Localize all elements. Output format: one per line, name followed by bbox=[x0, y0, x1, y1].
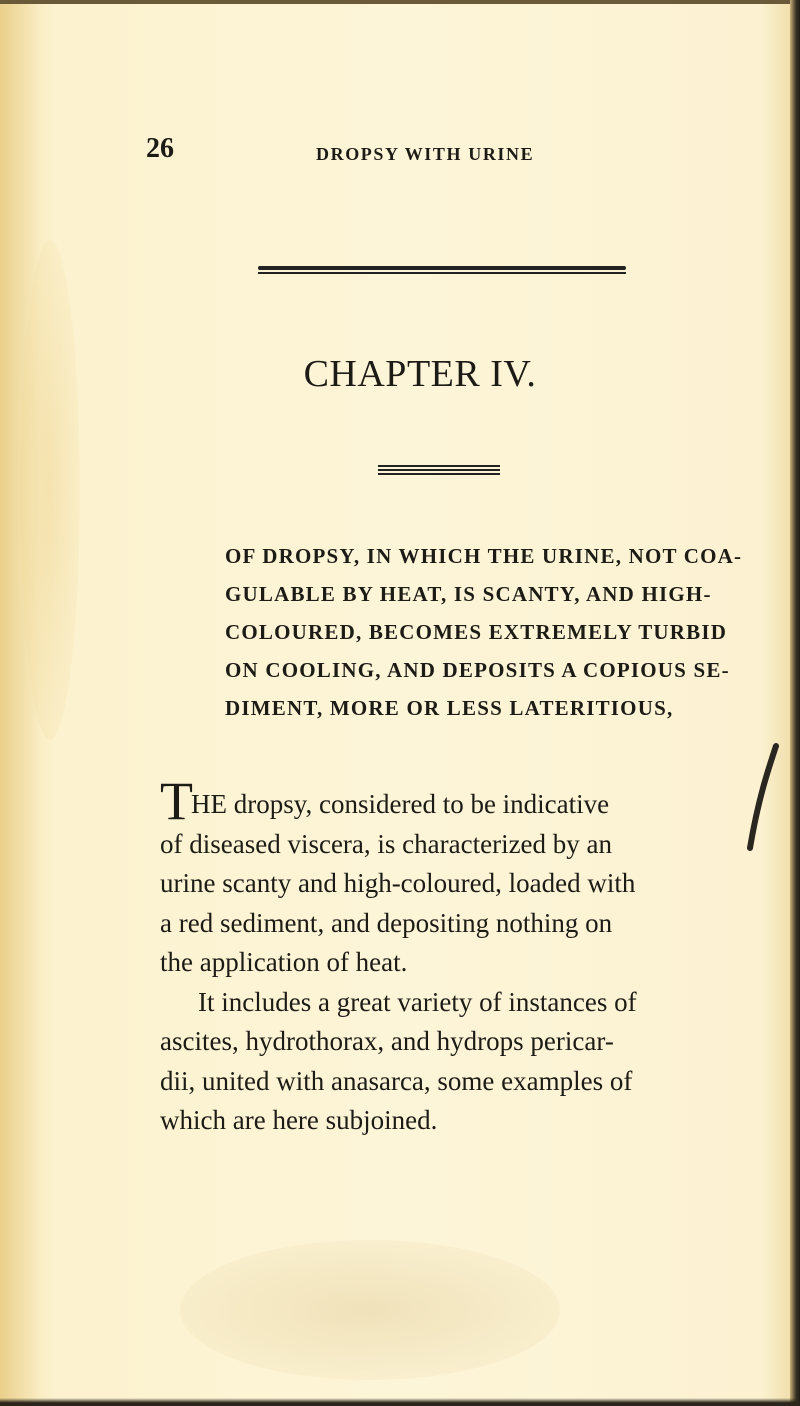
chapter-summary bbox=[225, 537, 743, 727]
running-head bbox=[146, 133, 706, 173]
paragraph-line: It includes a great variety of instances of bbox=[198, 986, 637, 1017]
body-text bbox=[160, 771, 740, 1141]
paragraph-line: of diseased viscera, is characterized by an bbox=[160, 828, 613, 859]
page-bottom-edge bbox=[0, 1398, 800, 1406]
paragraph-line: a red sediment, and depositing nothing on bbox=[160, 907, 613, 938]
first-line-text: HE dropsy, considered to be indicative bbox=[191, 789, 610, 819]
page-number: 26 bbox=[146, 133, 174, 164]
paragraph-line: the application of heat. bbox=[160, 947, 408, 977]
spine-shadow bbox=[0, 0, 40, 1406]
paper-stain bbox=[180, 1240, 560, 1380]
paragraph-line: ascites, hydrothorax, and hydrops pericar- bbox=[160, 1026, 614, 1056]
summary-line: DIMENT, MORE OR LESS LATERITIOUS, bbox=[225, 696, 674, 720]
chapter-title: CHAPTER IV. bbox=[303, 353, 537, 395]
section-rule bbox=[378, 465, 500, 479]
margin-pencil-mark bbox=[736, 740, 796, 860]
summary-line: COLOURED, BECOMES EXTREMELY TURBID bbox=[225, 620, 728, 644]
first-line bbox=[160, 771, 740, 831]
summary-line: OF DROPSY, IN WHICH THE URINE, NOT COA- bbox=[225, 544, 743, 568]
paragraph-line: dii, united with anasarca, some examples of bbox=[160, 1065, 633, 1096]
page-right-edge bbox=[790, 0, 800, 1406]
ornamental-rule bbox=[258, 266, 626, 276]
paragraph-line: which are here subjoined. bbox=[160, 1105, 438, 1135]
page-top-edge bbox=[0, 0, 800, 4]
summary-line: GULABLE BY HEAT, IS SCANTY, AND HIGH- bbox=[225, 582, 712, 606]
drop-cap: T bbox=[160, 771, 193, 831]
paragraph-line: urine scanty and high-coloured, loaded with bbox=[160, 868, 636, 898]
running-title: DROPSY WITH URINE bbox=[316, 144, 535, 164]
summary-line: ON COOLING, AND DEPOSITS A COPIOUS SE- bbox=[225, 658, 730, 682]
